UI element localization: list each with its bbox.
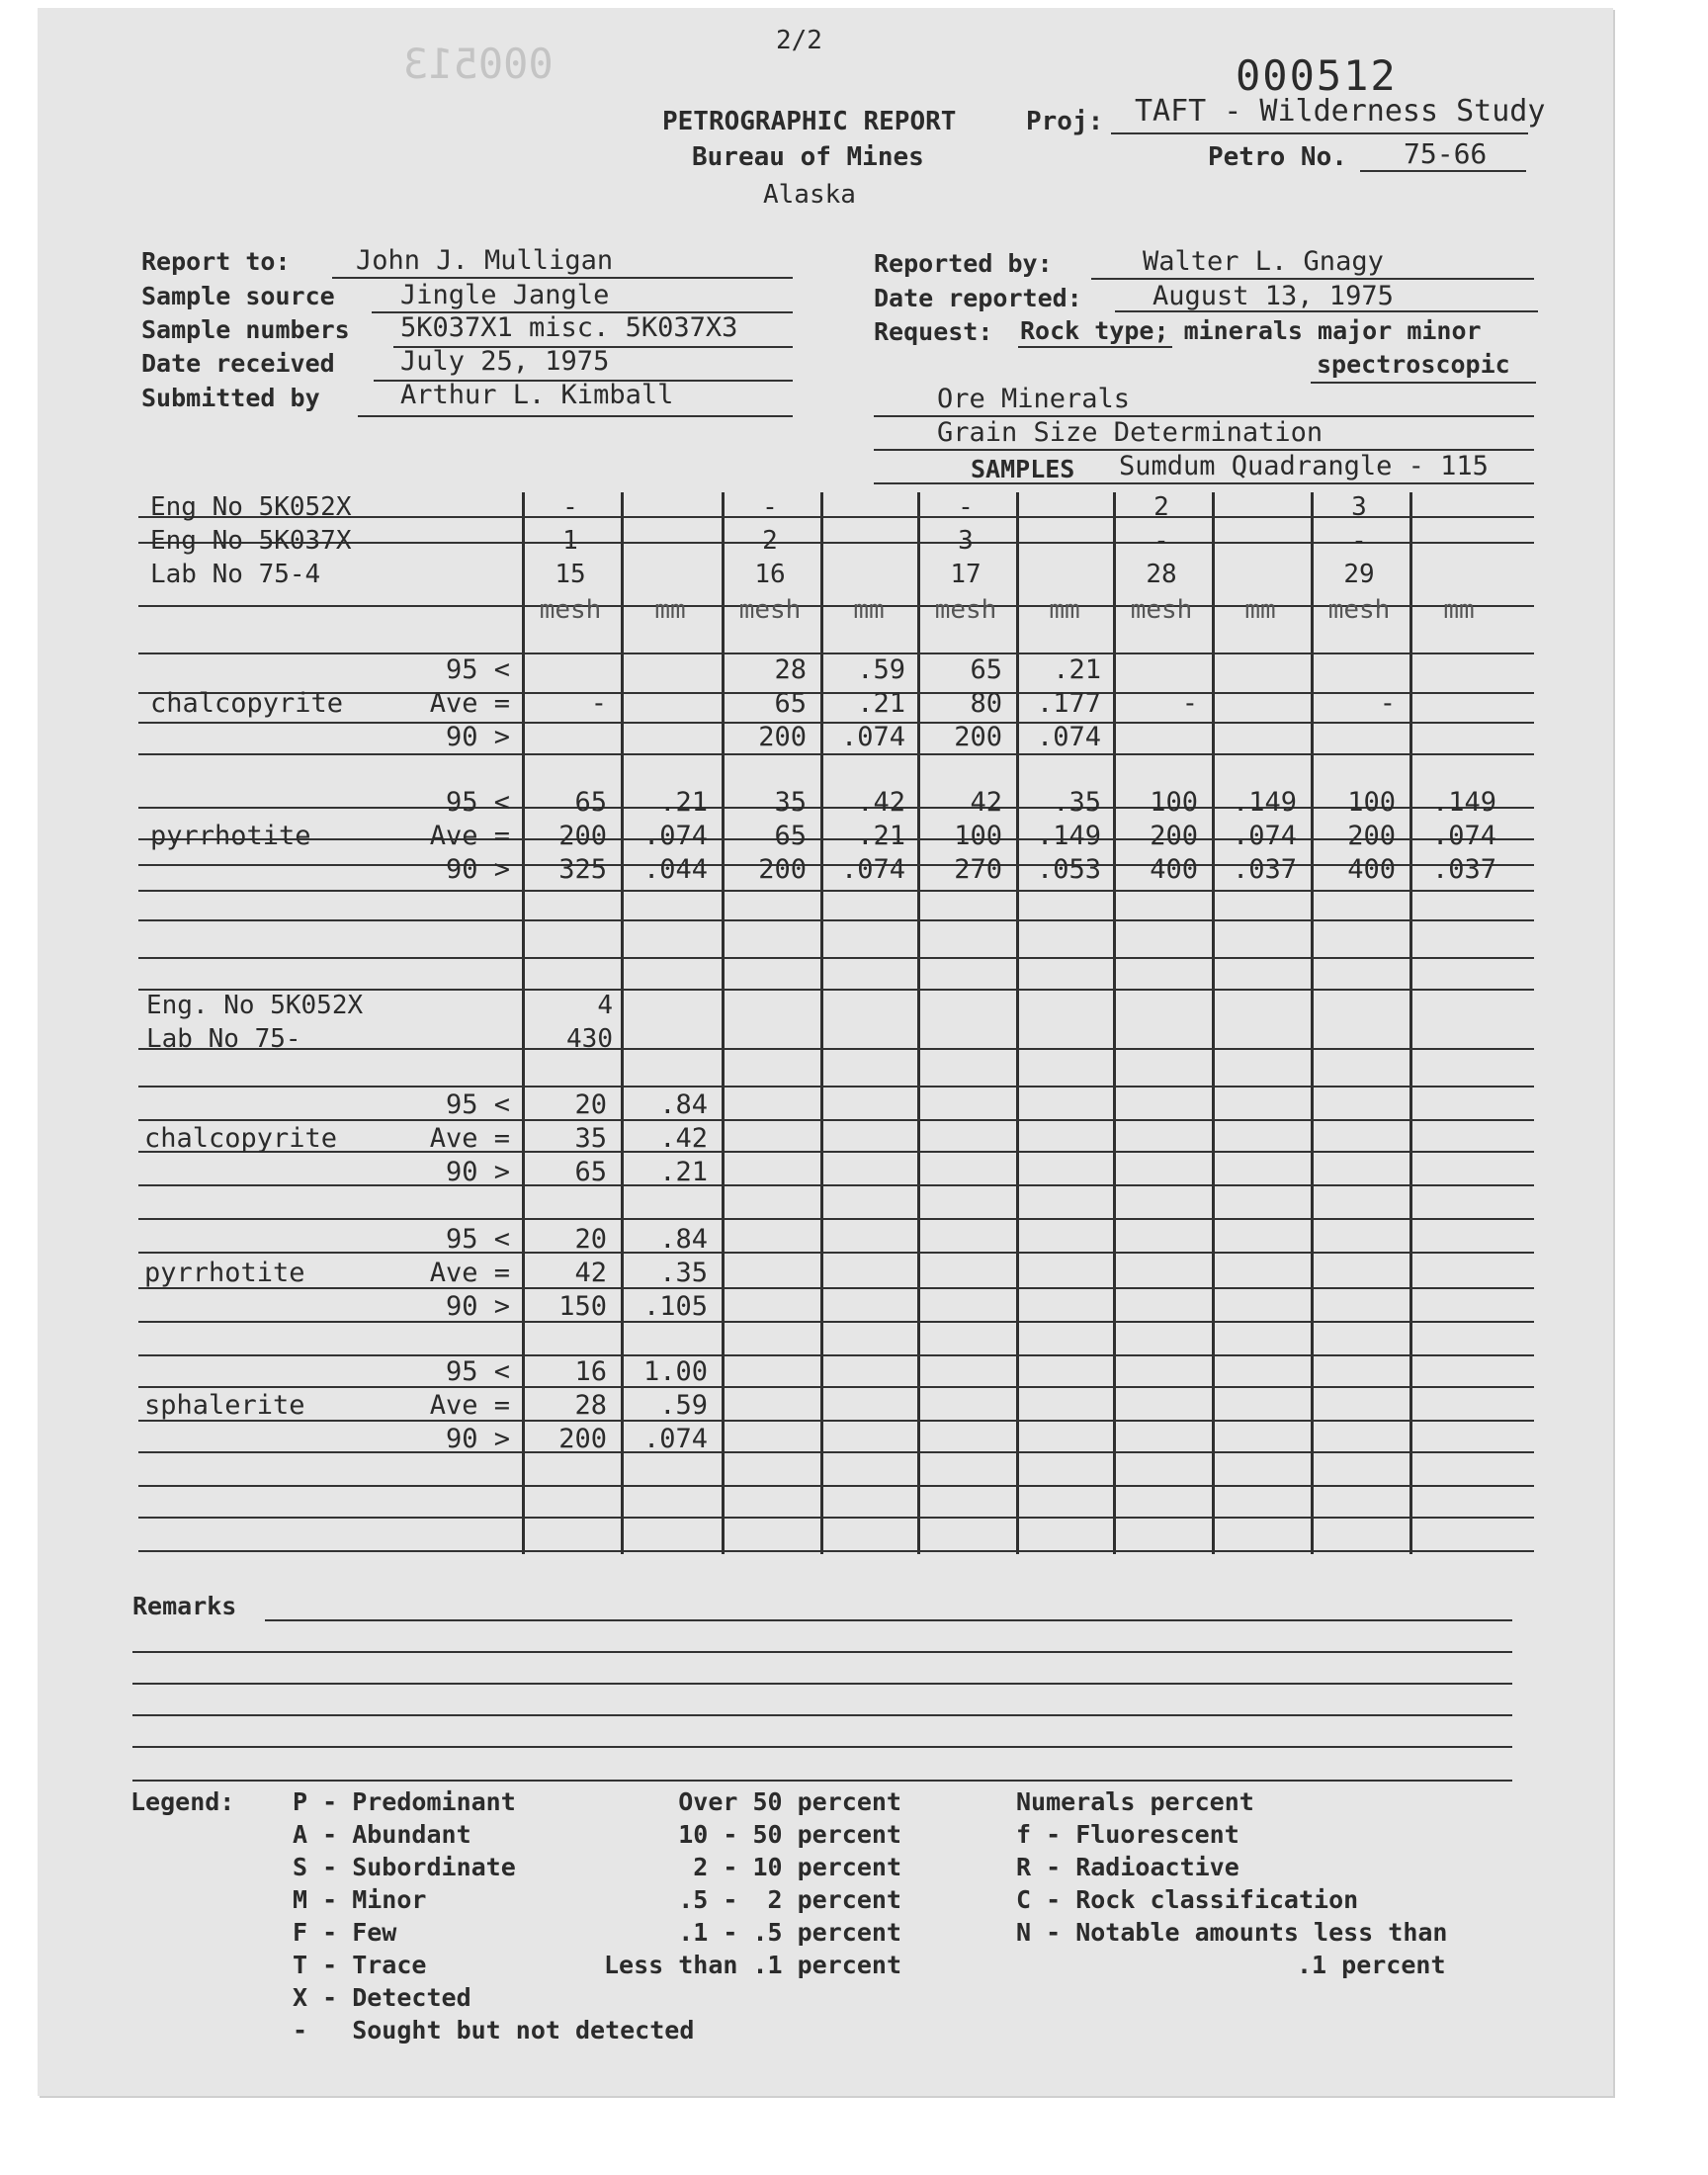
legend-range: .1 - .5 percent <box>678 1918 901 1947</box>
sample-id-cell: 29 <box>1343 560 1375 589</box>
reported-by-label: Reported by: <box>874 249 1053 278</box>
request-ore-minerals: Ore Minerals <box>937 384 1131 414</box>
grid-hline <box>138 1517 1534 1519</box>
underline <box>1091 278 1534 280</box>
unit-header: mesh <box>934 595 997 625</box>
mineral-name: pyrrhotite <box>144 1258 305 1288</box>
request-label: Request: <box>874 317 993 346</box>
row-label: Ave = <box>429 1390 510 1421</box>
grid-hline <box>138 1420 1534 1422</box>
field-value-report-to: John J. Mulligan <box>356 245 614 276</box>
grid-hline <box>138 890 1534 892</box>
data-cell: 200 <box>758 722 807 752</box>
legend-item: S - Subordinate <box>293 1853 516 1881</box>
data-cell: .037 <box>1232 854 1297 885</box>
data-cell: 200 <box>558 821 607 851</box>
samples-label: SAMPLES <box>971 455 1075 483</box>
unit-header: mm <box>654 595 686 625</box>
data-cell: .037 <box>1431 854 1496 885</box>
field-label-sample-numbers: Sample numbers <box>141 315 350 344</box>
row-label: 90 > <box>445 1157 510 1187</box>
sample-id-cell: 2 <box>762 526 778 556</box>
underline <box>1018 346 1172 348</box>
grid-hline <box>138 1386 1534 1388</box>
grid-hline <box>138 1184 1534 1186</box>
data-cell: .149 <box>1232 787 1297 818</box>
legend-range: 10 - 50 percent <box>678 1820 901 1849</box>
data-cell: .074 <box>840 854 905 885</box>
legend-code: .1 percent <box>1297 1951 1446 1979</box>
data-cell: .074 <box>642 1424 708 1454</box>
legend-item: - Sought but not detected <box>293 2016 695 2044</box>
row-label: 95 < <box>445 654 510 685</box>
underline <box>1311 382 1536 384</box>
samples-value: Sumdum Quadrangle - 115 <box>1119 451 1489 481</box>
legend-range: Less than .1 percent <box>603 1951 901 1979</box>
field-label-date-received: Date received <box>141 349 335 378</box>
proj-value: TAFT - Wilderness Study <box>1135 94 1546 129</box>
field-value-submitted-by: Arthur L. Kimball <box>400 380 674 410</box>
unit-header: mm <box>1443 595 1475 625</box>
data-cell: 80 <box>970 688 1002 719</box>
field-value-sample-source: Jingle Jangle <box>400 280 610 310</box>
remarks-line <box>132 1714 1512 1716</box>
legend-item: P - Predominant <box>293 1787 516 1816</box>
sample-id-cell: 16 <box>754 560 786 589</box>
sample-id-cell: - <box>1351 526 1367 556</box>
grid-hline <box>138 1151 1534 1153</box>
grid-hline <box>138 1451 1534 1453</box>
grid-hline <box>138 1550 1534 1552</box>
field-label-report-to: Report to: <box>141 247 291 276</box>
report-title: PETROGRAPHIC REPORT <box>662 107 957 136</box>
reported-by-value: Walter L. Gnagy <box>1143 246 1384 277</box>
data-cell: 200 <box>1347 821 1396 851</box>
data-cell: .21 <box>659 787 708 818</box>
request-line-1: Rock type; minerals major minor <box>1020 316 1482 345</box>
data-cell: 35 <box>774 787 807 818</box>
grid-hline <box>138 1485 1534 1487</box>
section2-lab-value: 430 <box>566 1024 613 1054</box>
row-label: 90 > <box>445 854 510 885</box>
id-label-eng-5k037x: Eng No 5K037X <box>150 526 352 556</box>
data-cell: 325 <box>558 854 607 885</box>
grid-hline <box>138 1321 1534 1323</box>
remarks-line <box>132 1746 1512 1748</box>
mineral-name: pyrrhotite <box>150 821 311 851</box>
section2-label-eng: Eng. No 5K052X <box>146 991 364 1020</box>
legend-code: N - Notable amounts less than <box>1016 1918 1448 1947</box>
data-cell: 65 <box>970 654 1002 685</box>
stamp-number: 000512 <box>1236 51 1398 100</box>
legend-range: 2 - 10 percent <box>693 1853 901 1881</box>
data-cell: 42 <box>970 787 1002 818</box>
unit-header: mesh <box>539 595 602 625</box>
remarks-line <box>132 1683 1512 1685</box>
field-value-date-received: July 25, 1975 <box>400 346 610 377</box>
data-cell: 28 <box>574 1390 607 1421</box>
unit-header: mm <box>853 595 885 625</box>
field-label-submitted-by: Submitted by <box>141 384 320 412</box>
grid-hline <box>138 1252 1534 1254</box>
sample-id-cell: - <box>1153 526 1169 556</box>
data-cell: 200 <box>558 1424 607 1454</box>
sample-id-cell: - <box>958 492 974 522</box>
unit-header: mesh <box>1130 595 1193 625</box>
data-cell: .149 <box>1431 787 1496 818</box>
legend-item: M - Minor <box>293 1885 427 1914</box>
underline <box>332 277 793 279</box>
data-cell: 20 <box>574 1089 607 1120</box>
sample-id-cell: 17 <box>950 560 982 589</box>
date-reported-value: August 13, 1975 <box>1153 281 1394 311</box>
mineral-name: chalcopyrite <box>150 688 344 719</box>
petro-underline <box>1360 170 1526 172</box>
underline <box>874 482 1534 484</box>
row-label: 90 > <box>445 722 510 752</box>
legend-range: Over 50 percent <box>678 1787 901 1816</box>
data-cell: 65 <box>774 688 807 719</box>
data-cell: - <box>590 688 607 719</box>
data-cell: .21 <box>659 1157 708 1187</box>
grid-hline <box>138 957 1534 959</box>
request-line-2: spectroscopic <box>1317 350 1510 379</box>
data-cell: 1.00 <box>642 1356 708 1387</box>
unit-header: mm <box>1244 595 1276 625</box>
legend-code: R - Radioactive <box>1016 1853 1239 1881</box>
remarks-label: Remarks <box>132 1592 237 1620</box>
data-cell: .84 <box>659 1089 708 1120</box>
data-cell: 65 <box>574 1157 607 1187</box>
legend-item: F - Few <box>293 1918 397 1947</box>
date-reported-label: Date reported: <box>874 284 1082 312</box>
id-label-eng-5k052x: Eng No 5K052X <box>150 492 352 522</box>
data-cell: 16 <box>574 1356 607 1387</box>
data-cell: 270 <box>954 854 1002 885</box>
data-cell: 200 <box>954 722 1002 752</box>
data-cell: 100 <box>954 821 1002 851</box>
grid-hline <box>138 1048 1534 1050</box>
sample-id-cell: - <box>762 492 778 522</box>
data-cell: .21 <box>857 821 905 851</box>
grid-hline <box>138 1119 1534 1121</box>
legend-range: .5 - 2 percent <box>678 1885 901 1914</box>
section2-label-lab: Lab No 75- <box>146 1024 301 1054</box>
underline <box>1115 310 1538 312</box>
grid-hline <box>138 1218 1534 1220</box>
data-cell: 150 <box>558 1291 607 1322</box>
data-cell: .59 <box>857 654 905 685</box>
sample-id-cell: - <box>562 492 578 522</box>
data-cell: .074 <box>642 821 708 851</box>
data-cell: 400 <box>1150 854 1198 885</box>
row-label: Ave = <box>429 1258 510 1288</box>
proj-label: Proj: <box>1026 107 1104 136</box>
remarks-line <box>132 1780 1512 1782</box>
data-cell: .42 <box>659 1123 708 1154</box>
data-cell: 28 <box>774 654 807 685</box>
row-label: Ave = <box>429 688 510 719</box>
sample-id-cell: 28 <box>1146 560 1177 589</box>
data-cell: .42 <box>857 787 905 818</box>
data-cell: .074 <box>1232 821 1297 851</box>
data-cell: .59 <box>659 1390 708 1421</box>
grid-hline <box>138 1287 1534 1289</box>
unit-header: mesh <box>1327 595 1391 625</box>
agency-name: Bureau of Mines <box>692 142 924 172</box>
data-cell: 65 <box>574 787 607 818</box>
section2-eng-value: 4 <box>597 991 613 1020</box>
data-cell: .074 <box>840 722 905 752</box>
data-cell: .35 <box>659 1258 708 1288</box>
page-number: 2/2 <box>776 26 822 55</box>
data-cell: 200 <box>758 854 807 885</box>
data-cell: .21 <box>857 688 905 719</box>
data-cell: 100 <box>1347 787 1396 818</box>
data-cell: .21 <box>1053 654 1101 685</box>
data-cell: 42 <box>574 1258 607 1288</box>
field-value-sample-numbers: 5K037X1 misc. 5K037X3 <box>400 312 738 343</box>
data-cell: 200 <box>1150 821 1198 851</box>
row-label: 90 > <box>445 1424 510 1454</box>
row-label: 95 < <box>445 1356 510 1387</box>
data-cell: 35 <box>574 1123 607 1154</box>
row-label: 95 < <box>445 1089 510 1120</box>
data-cell: 20 <box>574 1224 607 1255</box>
legend-title: Legend: <box>130 1787 235 1816</box>
data-cell: .35 <box>1053 787 1101 818</box>
row-label: 90 > <box>445 1291 510 1322</box>
petro-label: Petro No. <box>1208 142 1347 172</box>
legend-item: A - Abundant <box>293 1820 471 1849</box>
grid-hline <box>138 652 1534 654</box>
sample-id-cell: 3 <box>1351 492 1367 522</box>
data-cell: - <box>1379 688 1396 719</box>
sample-id-cell: 3 <box>958 526 974 556</box>
grid-hline <box>138 1354 1534 1356</box>
data-cell: 100 <box>1150 787 1198 818</box>
row-label: 95 < <box>445 787 510 818</box>
data-cell: .053 <box>1036 854 1101 885</box>
grid-hline <box>138 1086 1534 1088</box>
data-cell: .074 <box>1036 722 1101 752</box>
row-label: Ave = <box>429 821 510 851</box>
grid-hline <box>138 753 1534 755</box>
unit-header: mesh <box>738 595 802 625</box>
row-label: Ave = <box>429 1123 510 1154</box>
faded-stamp-number: 000513 <box>403 40 554 88</box>
legend-item: T - Trace <box>293 1951 427 1979</box>
legend-code: C - Rock classification <box>1016 1885 1359 1914</box>
remarks-line <box>132 1651 1512 1653</box>
underline <box>358 415 793 417</box>
remarks-line <box>265 1619 1512 1621</box>
mineral-name: chalcopyrite <box>144 1123 338 1154</box>
request-grain-size: Grain Size Determination <box>937 417 1324 448</box>
mineral-name: sphalerite <box>144 1390 305 1421</box>
data-cell: .044 <box>642 854 708 885</box>
field-label-sample-source: Sample source <box>141 282 335 310</box>
data-cell: .149 <box>1036 821 1101 851</box>
legend-code: Numerals percent <box>1016 1787 1254 1816</box>
proj-underline <box>1111 132 1528 134</box>
grid-hline <box>138 919 1534 921</box>
petro-value: 75-66 <box>1404 137 1488 170</box>
data-cell: 400 <box>1347 854 1396 885</box>
legend-item: X - Detected <box>293 1983 471 2012</box>
data-cell: .177 <box>1036 688 1101 719</box>
row-label: 95 < <box>445 1224 510 1255</box>
data-cell: 65 <box>774 821 807 851</box>
legend-code: f - Fluorescent <box>1016 1820 1239 1849</box>
unit-header: mm <box>1049 595 1080 625</box>
region-name: Alaska <box>763 180 856 210</box>
data-cell: - <box>1181 688 1198 719</box>
data-cell: .074 <box>1431 821 1496 851</box>
id-label-lab-no: Lab No 75-4 <box>150 560 321 589</box>
sample-id-cell: 2 <box>1153 492 1169 522</box>
data-cell: .105 <box>642 1291 708 1322</box>
data-cell: .84 <box>659 1224 708 1255</box>
sample-id-cell: 1 <box>562 526 578 556</box>
sample-id-cell: 15 <box>555 560 586 589</box>
